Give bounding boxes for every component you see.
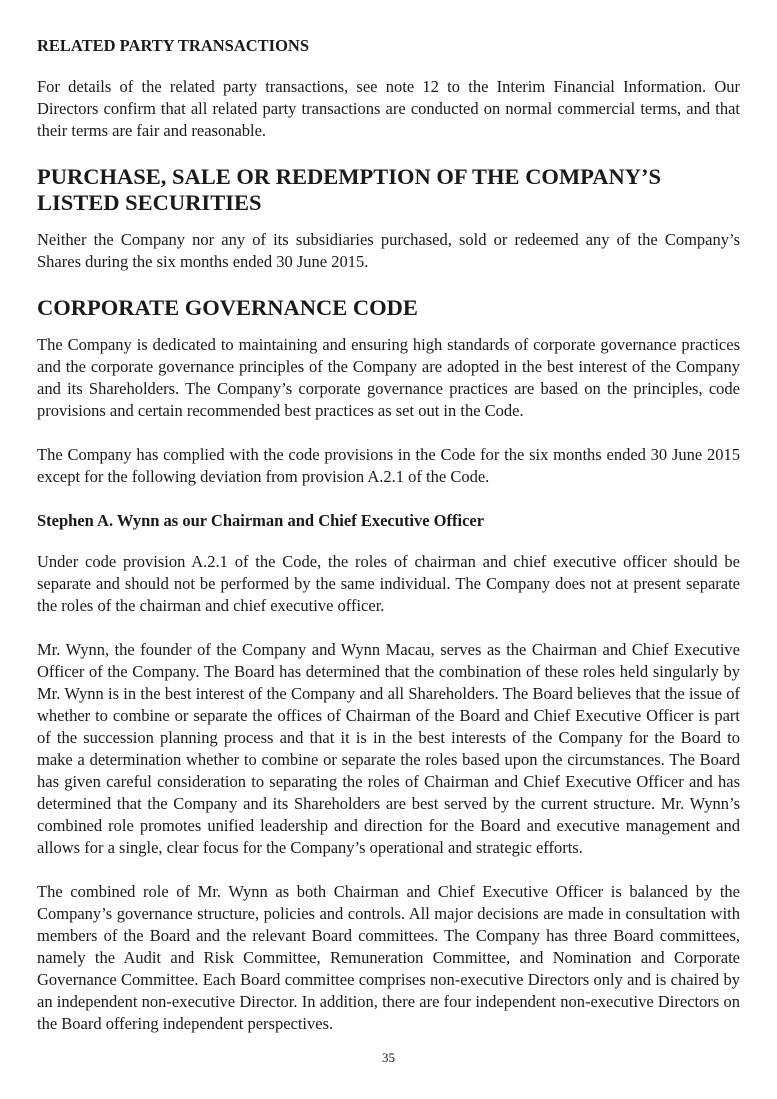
section-heading-related-party: RELATED PARTY TRANSACTIONS [37, 36, 310, 55]
page-number: 35 [382, 1050, 395, 1065]
corporate-governance-paragraph-1: The Company is dedicated to maintaining and ensuring high standards of corporate governance practices and the corporate governance principles of the Company are adopted in the best interest of the Company and its Shareholders. The Company’s corporate governance practices are based on the principles, code provisions and certain recommended best practices as set out in the Code. [37, 335, 740, 420]
subheading-chairman-ceo: Stephen A. Wynn as our Chairman and Chief Executive Officer [37, 511, 485, 530]
related-party-paragraph: For details of the related party transactions, see note 12 to the Interim Financial Information. Our Directors confirm that all related party transactions are conducted on normal commercial terms, and that their terms are fair and reasonable. [37, 77, 740, 140]
purchase-sale-paragraph: Neither the Company nor any of its subsidiaries purchased, sold or redeemed any of the Company’s Shares during the six months ended 30 June 2015. [37, 230, 740, 271]
corporate-governance-paragraph-5: The combined role of Mr. Wynn as both Chairman and Chief Executive Officer is balanced by the Company’s governance structure, policies and controls. All major decisions are made in consultation with members of the Board and the relevant Board committees. The Company has three Board committees, namely the Audit and Risk Committee, Remuneration Committee, and Nomination and Corporate Governance Committee. Each Board committee comprises non-executive Directors only and is chaired by an independent non-executive Director. In addition, there are four independent non-executive Directors on the Board offering independent perspectives. [37, 882, 740, 1033]
corporate-governance-paragraph-4: Mr. Wynn, the founder of the Company and Wynn Macau, serves as the Chairman and Chief Executive Officer of the Company. The Board has determined that the combination of these roles held singularly by Mr. Wynn is in the best interest of the Company and all Shareholders. The Board believes that the issue of whether to combine or separate the offices of Chairman of the Board and Chief Executive Officer is part of the succession planning process and that it is in the best interests of the Company for the Board to make a determination whether to combine or separate the roles based upon the circumstances. The Board has given careful consideration to separating the roles of Chairman and Chief Executive Officer and has determined that the Company and its Shareholders are best served by the current structure. Mr. Wynn’s combined role promotes unified leadership and direction for the Board and executive management and allows for a single, clear focus for the Company’s operational and strategic efforts. [37, 640, 740, 857]
corporate-governance-paragraph-2: The Company has complied with the code provisions in the Code for the six months ended 30 June 2015 except for the following deviation from provision A.2.1 of the Code. [37, 445, 740, 486]
corporate-governance-paragraph-3: Under code provision A.2.1 of the Code, the roles of chairman and chief executive officer should be separate and should not be performed by the same individual. The Company does not at present separate the roles of the chairman and chief executive officer. [37, 552, 740, 615]
section-heading-corporate-governance: CORPORATE GOVERNANCE CODE [37, 295, 418, 320]
document-page [37, 35, 740, 1057]
section-heading-purchase-sale: PURCHASE, SALE OR REDEMPTION OF THE COMPANY’S LISTED SECURITIES [37, 164, 662, 215]
